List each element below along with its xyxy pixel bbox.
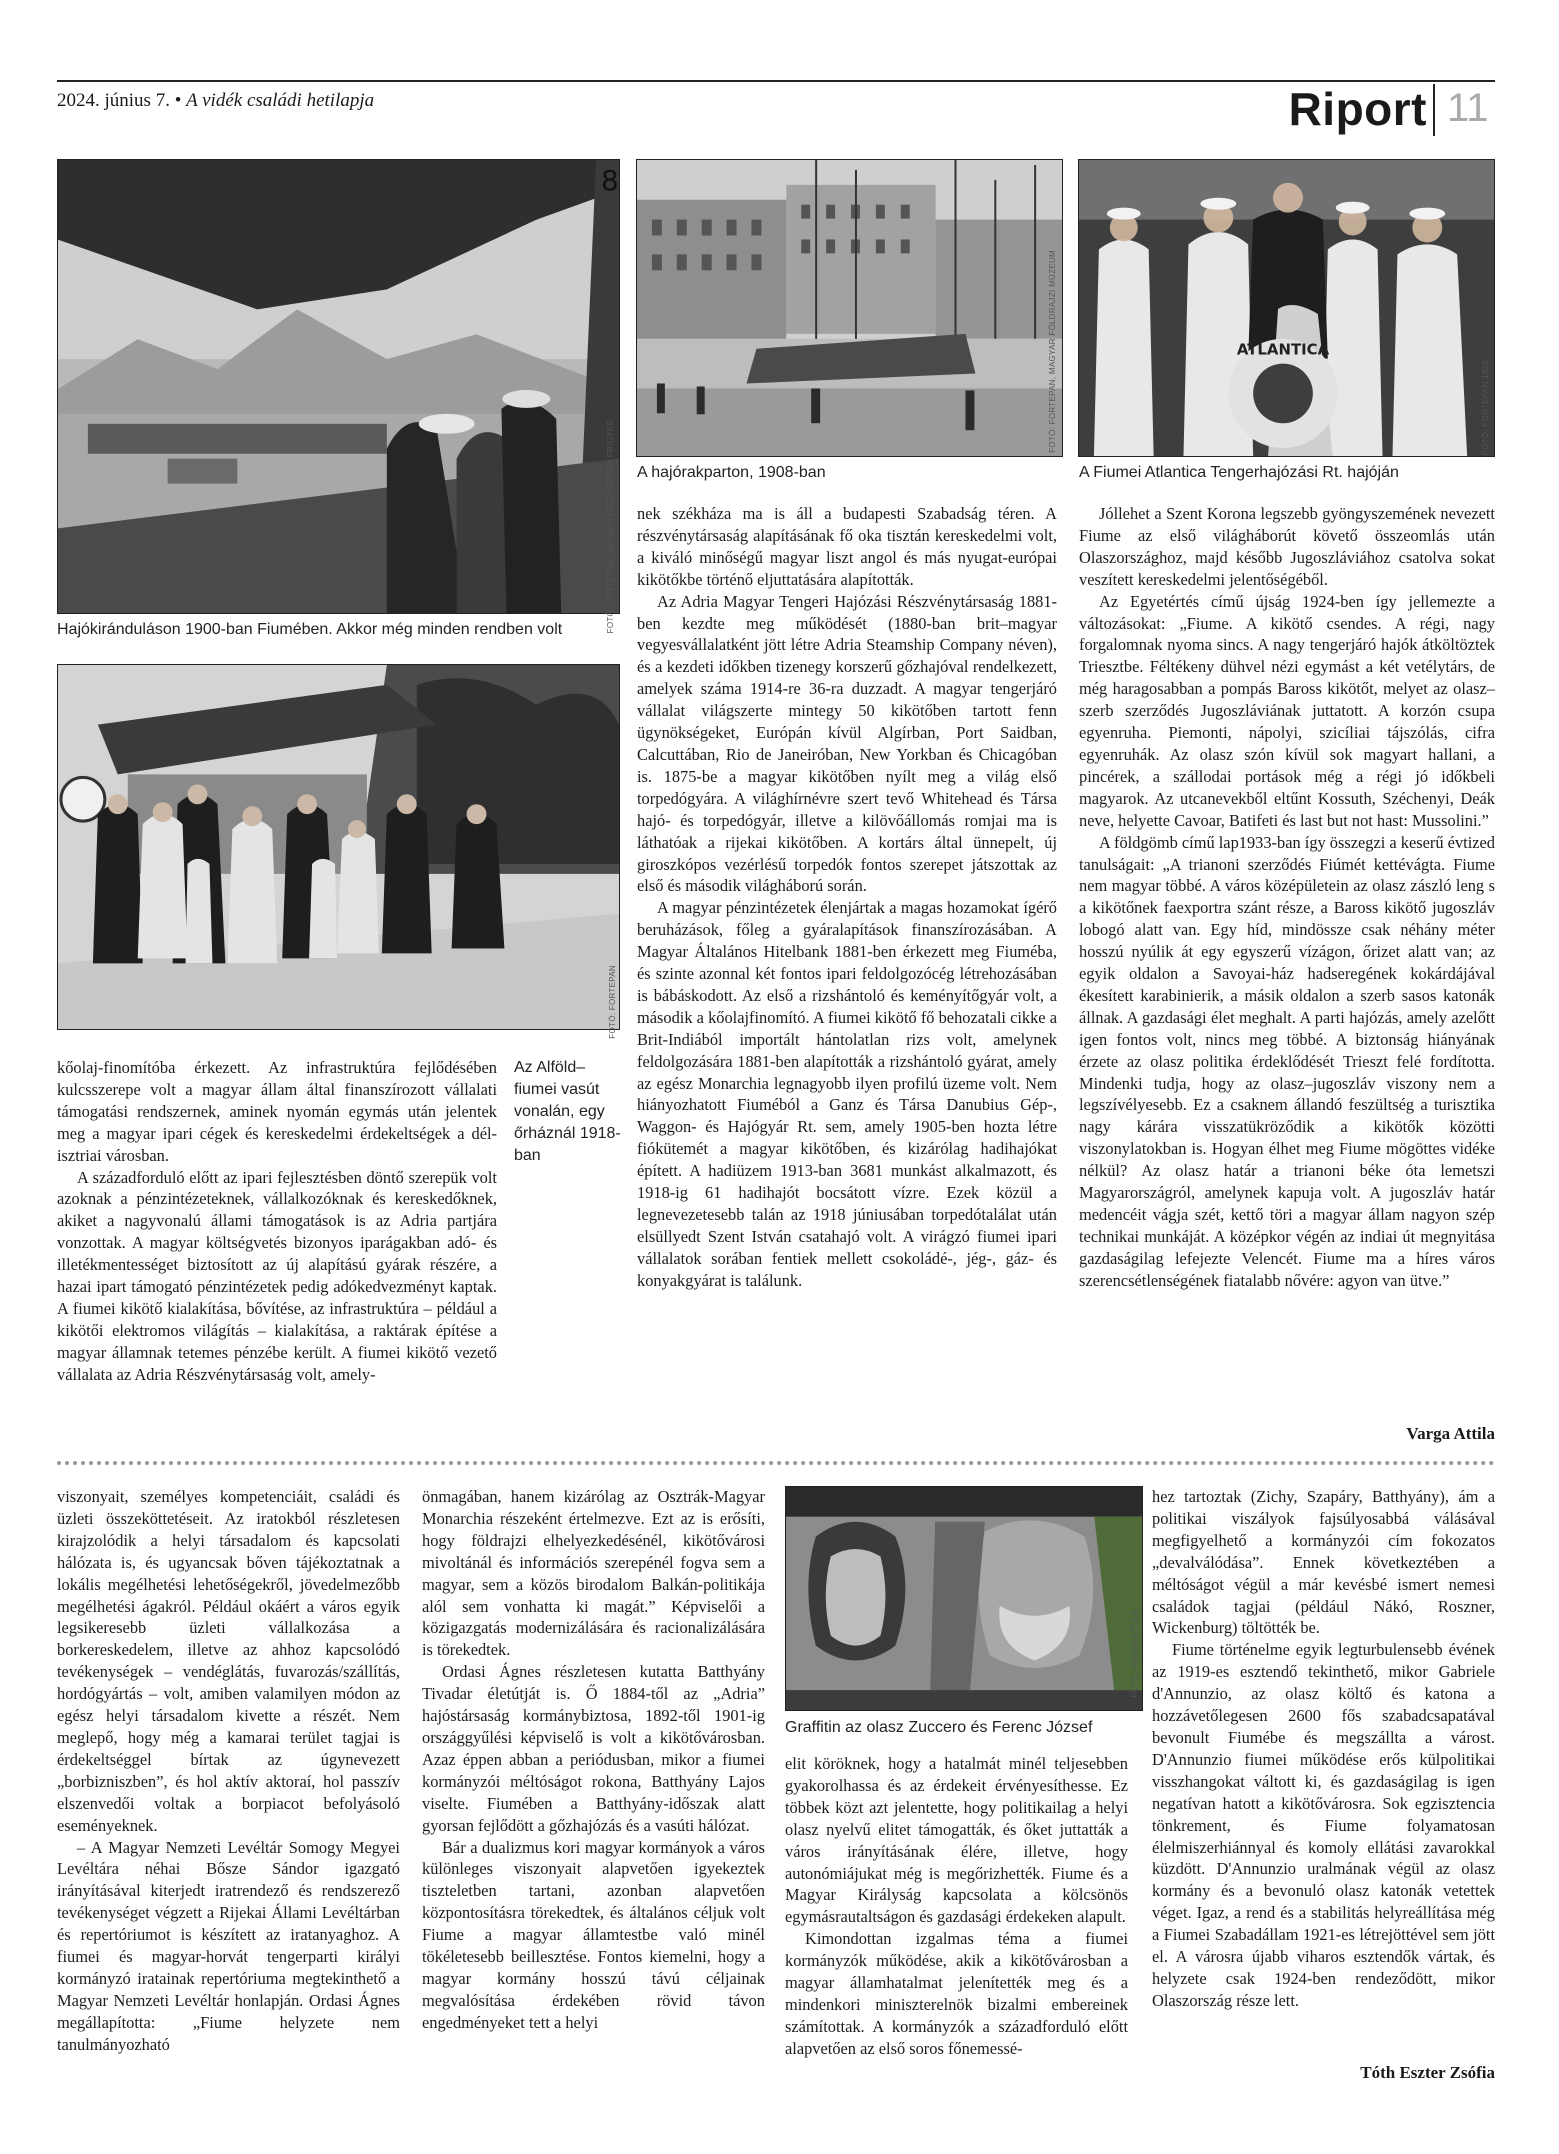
photo-railway-guardhouse	[57, 664, 620, 1030]
svg-text:8: 8	[601, 163, 619, 197]
article2-column-4	[1152, 1486, 1495, 2012]
header-divider	[1433, 84, 1435, 136]
article1-col1-paragraph: kőolaj-finomítóba érkezett. Az infrastruktúra fejlődésében kulcsszerepe volt a magyar állam által finanszírozott vállalati támogatási rendszernek, aminek nyomán egymás után jelentek meg a magyar ipari cégek és kereskedelmi érdekeltségek a dél-isztriai városban.	[57, 1058, 497, 1165]
issue-date: 2024. június 7.	[57, 90, 170, 111]
photo-atlantica-crew	[1078, 159, 1495, 457]
article1-col3-paragraph: A földgömb című lap1933-ban így összegzi a keserű évtized tanulságait: „A trianoni szerződés Fiúmét kettévágta. Fiume nem magyar többé. A város középületein az olasz zászló leng s a kikötőnek faexportra szánt része, a Baross kikötő jugoszláv lobogó alatt van. Egy híd, mindössze csak néhány méter hosszú nyúlik át egy egyszerű vízágon, őrizet alatt van; az egyik oldalon a Savoyai-ház hadseregének kokárdájával ékesített karabinierik, a másik oldalon a szerb sasos katonák állnak. A gazdasági élet meghalt. A parti hajózás, amely azelőtt igen fontos volt, nincs meg többé. A biztonság hiányának érzete az olasz politika érdeklődését Trieszt felé fordította. Mindenki tudja, hogy az olasz–jugoszláv viszony nem a legszívélyesebb. Ez a csaknem állandó feszültség a turisztika nagy kárára visszatükröződik a kikötők közötti viszonylatokban is. Hogyan élhet meg Fiume mögöttes vidéke nélkül? Az olasz határ a trianoni béke óta lemetszi Magyarországról, amelynek kapuja volt. A jugoszláv határ medencéit vágja szét, kettő töri a magyar állam nagyon szép technikai munkáját. A középkor végén az indiai út megnyitása gazdaságilag lefejezte Velencét. Fiume ma a híres város szerencsétlenségének fiatalabb nővére: agyon van ütve.”	[1079, 832, 1495, 1290]
header-date-line	[57, 90, 374, 112]
photo-harbour-quay	[636, 159, 1063, 457]
article1-col2-paragraph: nek székháza ma is áll a budapesti Szabadság téren. A részvénytársaság alapításának fő oka tisztán kereskedelmi volt, a kiváló minőségű magyar liszt angol és más nyugat-európai kikötőkbe történő eljuttatására alapították.	[637, 504, 1057, 589]
article1-col2-paragraph: Az Adria Magyar Tengeri Hajózási Részvénytársaság 1881-ben kezdte meg működését (1880-ban brit–magyar vegyesvállalatként jött létre Adria Steamship Company néven), és a kezdeti időkben tizenegy korszerű gőzhajóval rendelkezett, amelyek száma 1914-re 36-ra duzzadt. A magyar tengerjáró vállalat világszerte mintegy 50 kikötőben tartott fenn ügynökségeket, Európán kívül Algírban, Port Saidban, Calcuttában, Rio de Janeiróban, New Yorkban és Chicagóban is. 1875-be a magyar kikötőben nyílt meg a világ első torpedógyára. A világhírnévre szert tevő Whitehead és Társa hajó- és torpedógyár, illetve a kilövőállomás romjai ma is láthatóak a rijekai kikötőben. A kortárs által ünnepelt, új giroszkópos vezérlésű torpedók fontos szerepet játszottak az első és második világháború során.	[637, 591, 1057, 896]
article-divider	[57, 1461, 1495, 1465]
photo-atlantica-caption: A Fiumei Atlantica Tengerhajózási Rt. hajóján	[1079, 464, 1399, 481]
article2-column-3	[785, 1753, 1128, 2060]
article2-col3-paragraph: elit köröknek, hogy a hatalmát minél teljesebben gyakorolhassa és az érdekeit érvényesíthesse. Ez többek közt azt jelentette, hogy politikailag a helyi olasz nyelvű elitet támogatták, és őket juttatták a város irányításának élére, illetve, hogy autonómiájukat még is megőrizhették. Fiume és a Magyar Királyság kapcsolata a kölcsönös egymásrautaltságon és gazdasági érdekeken alapult.	[785, 1754, 1128, 1927]
harbour-quay-image	[637, 160, 1062, 456]
article2-column-1	[57, 1486, 400, 2056]
article2-col1-paragraph: – A Magyar Nemzeti Levéltár Somogy Megyei Levéltára néhai Bősze Sándor igazgató irányításával kiterjedt iratrendező és rendszerező tevékenységet végzett a Rijekai Állami Levéltárban és repertóriumot is készített az iratanyaghoz. A fiumei és magyar-horvát tengerparti királyi kormányzó iratainak repertóriuma megtekinthető a Magyar Nemzeti Levéltár honlapján. Ordasi Ágnes megállapította: „Fiume helyzete nem tanulmányozható	[57, 1837, 400, 2054]
article1-author: Varga Attila	[1406, 1424, 1495, 1443]
atlantica-crew-image	[1079, 160, 1494, 456]
graffiti-image	[786, 1487, 1142, 1710]
article2-col1-paragraph: viszonyait, személyes kompetenciáit, családi és üzleti összeköttetéseit. Az iratokból részletesen kirajzolódik a helyi társadalom és kapcsolati hálózata is, és ugyancsak bőven tájékoztatnak a lokális megélhetési lehetőségekről, jövedelmezőbb megélhetési ágakról. Például okáért a város egyik legsikeresebb üzleti vállalkozása a borkereskedelem, illetve az ahhoz kapcsolódó tevékenységek – vendéglátás, fuvarozás/szállítás, hordógyártás – volt, amiben valamilyen módon az egész helyi társadalom kivette a részét. Nem meglepő, hogy még a kamarai terület tagjai is érdekeltséggel bírtak az úgynevezett „borbizniszben”, és hol aktív aktoraí, hol passzív elszenvedői voltak a borpiacot befolyásoló eseményeknek.	[57, 1487, 400, 1835]
article2-col4-paragraph: Fiume történelme egyik legturbulensebb évének az 1919-es esztendő tekinthető, mikor Gabriele d'Annunzio, az olasz költő és katona a hozzávetőlegesen 2600 fős szabadcsapatával bevonult Fiumébe és megszállta a várost. D'Annunzio fiumei működése erős külpolitikai visszhangokat váltott ki, és gazdaságilag is igen negatívan hatott a kikötővárosra. Sok egzisztencia tönkrement, és Fiume folyamatosan élelmiszerhiánnyal és komoly ellátási zavarokkal küzdött. D'Annunzio uralmának végül az olasz kormány és a bevonuló olasz katonák vetettek véget. Igaz, a rend és a stabilitás helyreállítása még a Fiumei Szabadállam 1921-es létrejöttével sem jött el. A városra újabb viharos esztendők vártak, és helyzete csak 1924-ben rendeződött, mikor Olaszország része lett.	[1152, 1640, 1495, 2010]
boat-excursion-image	[58, 160, 619, 613]
photo-harbour-caption: A hajórakparton, 1908-ban	[637, 464, 826, 481]
article2-col2-paragraph: Bár a dualizmus kori magyar kormányok a város különleges viszonyait alapvetően igyekeztek tiszteletben tartani, azonban alapvetően központosításra törekedtek, és általános céljuk volt Fiume a magyar államtestbe való minél tökéletesebb beillesztése. Fontos kiemelni, hogy a magyar kormány hosszú távú céljainak megvalósítása érdekében rövid távon engedményeket tett a helyi	[422, 1837, 765, 2032]
photo-boat-caption: Hajókiránduláson 1900-ban Fiumében. Akkor még minden rendben volt	[57, 621, 563, 638]
article1-col1-paragraph: A századforduló előtt az ipari fejlesztésben döntő szerepük volt azoknak a pénzintézeteknek, vállalkozóknak és kereskedőknek, akiket a nagyvonalú állami támogatások is az Adria partjára vonzottak. A magyar költségvetés bizonyos iparágakban adó- és illetékmentességet biztosított az új alapítású gyárak részére, a hazai ipart támogató pénzintézetek pedig adókedvezményt kaptak. A fiumei kikötő kialakítása, bővítése, az infrastruktúra – például a kikötői elektromos világítás – kialakítása, a raktárak építése a magyar államnak tetemes pénzébe került. A fiumei kikötő vezető vállalata az Adria Részvénytársaság volt, amely-	[57, 1167, 497, 1384]
article1-col2-paragraph: A magyar pénzintézetek élenjártak a magas hozamokat ígérő beruházások, főleg a gyáralapítások finanszírozásában. A Magyar Általános Hitelbank 1881-ben érkezett meg Fiuméba, és szinte azonnal két fontos ipari feldolgozócég létrehozásában is bábáskodott. Az első a rizshántoló és keményítőgyár volt, a második a kőolajfinomító. A fiumei kikötő fő behozatali cikke a Brit-Indiából importált hántolatlan rizs volt, amelynek feldolgozására 1881-ben alapították a rizshántoló gyárat, amely az egész Monarchia legnagyobb ilyen profilú üzeme volt. Nem hiányozhatott Fiuméból a Ganz és Társa Danubius Gép-, Waggon- és Hajógyár Rt. sem, amely 1905-ben hozta létre fiókütemét a magyar kikötőben, és kizárólag hadihajókat épített. A hadiüzem 1913-ban 3681 munkást alkalmazott, és 1918-ig 61 hadihajót bocsátott vízre. Ezek közül a legnevezetesebb talán az 1918 júniusában torpedótalálat után elsüllyedt Szent István csatahajó volt. A virágzó fiumei ipari vállalatok sorában fentiek mellett csokoládé-, jég-, gáz- és konyakgyárat is találunk.	[637, 898, 1057, 1290]
article2-col2-paragraph: önmagában, hanem kizárólag az Osztrák-Magyar Monarchia részeként értelmezve. Ezt az is erősíti, hogy földrajzi elhelyezkedésénél, kikötővárosi mivoltánál és információs szerepénél fogva sem a magyar, sem a közös birodalom Balkán-politikája alól sem vonhatta ki magát.” Képviselői a közigazgatás modernizálására és racionalizálására is törekedtek.	[422, 1487, 765, 1660]
paper-tagline: A vidék családi hetilapja	[186, 90, 375, 111]
railway-guardhouse-image	[58, 665, 619, 1029]
page-number: 11	[1447, 86, 1489, 130]
photo-graffiti-caption: Graffitin az olasz Zuccero és Ferenc József	[785, 1719, 1093, 1736]
article1-column-2	[637, 503, 1057, 1292]
article2-col4-paragraph: hez tartoztak (Zichy, Szapáry, Batthyány), ám a politikai viszályok fajsúlyosabbá válásával megfigyelhető a kormányzói cím fokozatos „devalválódása”. Ennek következtében a méltóságot végül a már kevésbé ismert nemesi családok tagjai (például Nákó, Roszner, Wickenburg) töltötték be.	[1152, 1487, 1495, 1638]
article1-col3-paragraph: Jóllehet a Szent Korona legszebb gyöngyszemének nevezett Fiume az első világháborút követő összeomlás után Olaszországhoz, majd később Jugoszláviához csatolva sokat veszített kereskedelmi jelentőségéből.	[1079, 504, 1495, 589]
section-title: Riport	[1288, 83, 1427, 135]
photo-graffiti	[785, 1486, 1143, 1711]
photo-railway-caption: Az Alföld–fiumei vasút vonalán, egy őrháznál 1918-ban	[514, 1059, 621, 1164]
article1-column-1	[57, 1057, 497, 1386]
header-bullet: •	[174, 90, 182, 111]
article2-column-2	[422, 1486, 765, 2034]
photo-boat-excursion	[57, 159, 620, 614]
header-rule	[57, 80, 1495, 82]
photo-boat-credit: FOTÓ: FORTEPAN, ADOMÁNYOZÓ: SZÖCH FRIGYES	[606, 420, 615, 634]
article1-col3-paragraph: Az Egyetértés című újság 1924-ben így jellemezte a változásokat: „Fiume. A kikötő csendes. A régi, nagy forgalomnak nyoma sincs. A nagy tengerjáró hajók átköltöztek Triesztbe. Féltékeny dühvel nézi egymást a két vetélytárs, de még haragosabban a pompás Baross kikötőt, melyet az olasz–szerb szerződés Jugoszláviának juttatott. A korzón csupa egyenruha. Piemonti, nápolyi, szicíliai tájszólás, cifra egyenruhák. Az olasz szón kívül sok magyart hallani, a pincérek, a szállodai portások még a régi jó időkbeli magyarok. Az utcanevekből eltűnt Kossuth, Széchenyi, Deák neve, helyette Cavoar, Batifeti és last but not hast: Mussolini.”	[1079, 591, 1495, 830]
photo-atlantica-credit: FOTÓ: FORTEPAN 1926	[1481, 360, 1490, 456]
photo-harbour-credit: FOTÓ: FORTEPAN, MAGYAR FÖLDRAJZI MÚZEUM	[1048, 250, 1057, 453]
atlantica-lifebuoy-text: ATLANTICA	[1236, 340, 1330, 359]
article2-author: Tóth Eszter Zsófia	[1360, 2063, 1495, 2082]
photo-graffiti-credit: FOTÓ: VARGA ATTILA	[1130, 1610, 1139, 1698]
article1-column-3	[1079, 503, 1495, 1292]
photo-railway-credit: FOTÓ: FORTEPAN	[608, 965, 617, 1039]
article2-col2-paragraph: Ordasi Ágnes részletesen kutatta Batthyány Tivadar életútját is. Ő 1884-től az „Adria” hajóstársaság kormánybiztosa, 1892-től 1901-ig országgyűlési képviselő is volt a kikötővárosban. Azaz éppen abban a periódusban, mikor a fiumei kormányzói méltóságot rokona, Batthyány Lajos viselte. Fiumében a Batthyány-időszak alatt gyorsan fejlődött a gőzhajózás és a vasúti hálózat.	[422, 1662, 765, 1835]
article2-col3-paragraph: Kimondottan izgalmas téma a fiumei kormányzók működése, akik a kikötővárosban a magyar államhatalmat jelenítették meg és a mindenkori miniszterelnök bizalmi embereinek számítottak. A kormányzók a századforduló előtt alapvetően az első soros főnemessé-	[785, 1929, 1128, 2058]
